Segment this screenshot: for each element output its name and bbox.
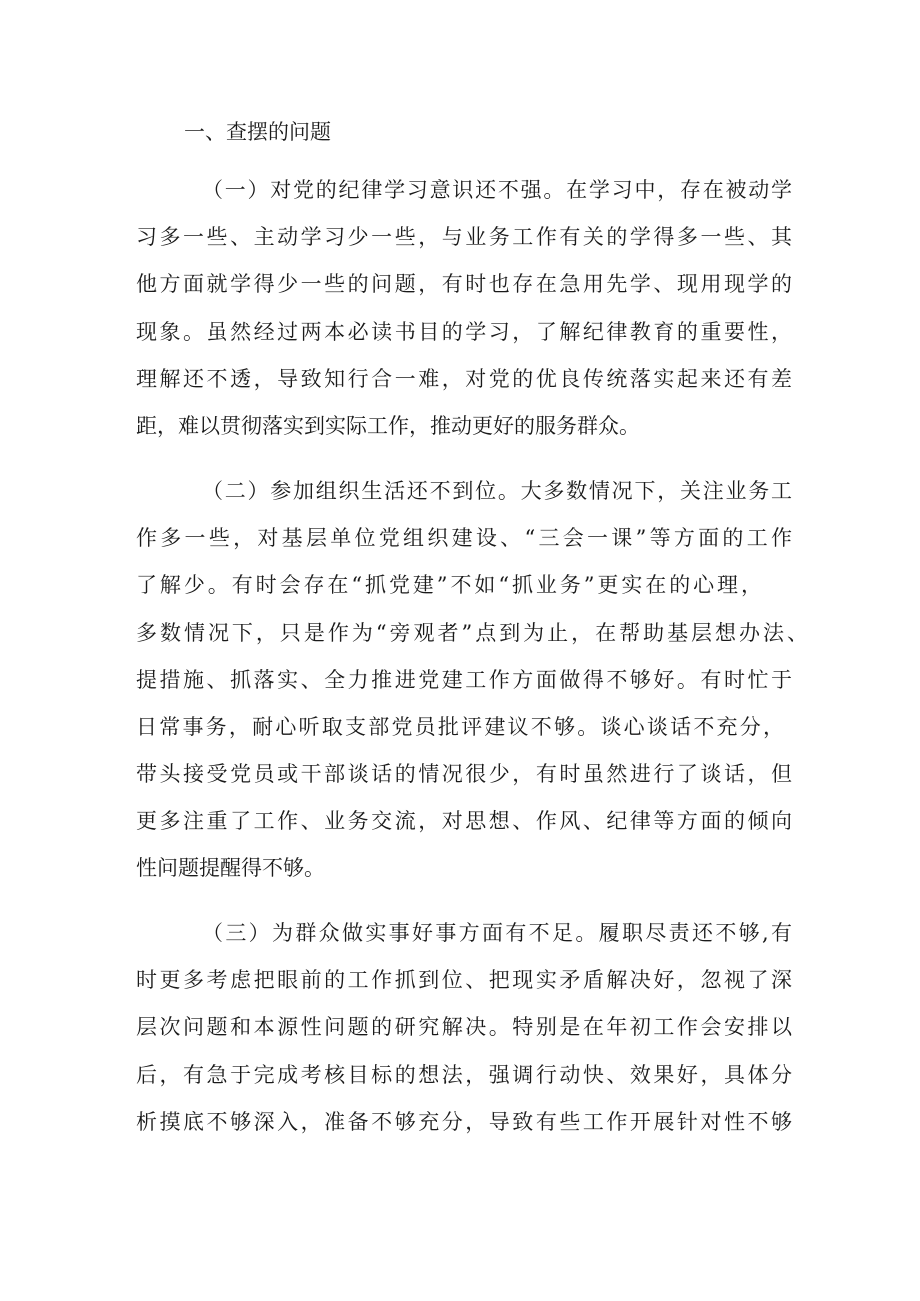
paragraph-3-line-4: 后，有急于完成考核目标的想法，强调行动快、效果好，具体分: [136, 1063, 792, 1087]
paragraph-2-line-5: 提措施、抓落实、全力推进党建工作方面做得不够好。有时忙于: [136, 668, 792, 692]
paragraph-1-line-3: 他方面就学得少一些的问题，有时也存在急用先学、现用现学的: [136, 272, 792, 296]
paragraph-3-line-3: 层次问题和本源性问题的研究解决。特别是在年初工作会安排以: [136, 1015, 792, 1039]
paragraph-3-line-2: 时更多考虑把眼前的工作抓到位、把现实矛盾解决好，忽视了深: [136, 968, 792, 992]
paragraph-2-line-8: 更多注重了工作、业务交流，对思想、作风、纪律等方面的倾向: [136, 809, 792, 833]
paragraph-2-line-2: 作多一些，对基层单位党组织建设、“三会一课”等方面的工作: [136, 526, 792, 550]
paragraph-2-line-7: 带头接受党员或干部谈话的情况很少，有时虽然进行了谈话，但: [136, 762, 792, 786]
paragraph-2-line-6: 日常事务，耐心听取支部党员批评建议不够。谈心谈话不充分，: [136, 715, 784, 739]
paragraph-2-line-9: 性问题提醒得不够。: [136, 856, 325, 880]
paragraph-3-line-1: （三）为群众做实事好事方面有不足。履职尽责还不够,有: [202, 921, 792, 945]
paragraph-1-line-2: 习多一些、主动学习少一些，与业务工作有关的学得多一些、其: [136, 225, 792, 249]
section-heading: 一、查摆的问题: [184, 120, 331, 144]
paragraph-1-line-1: （一）对党的纪律学习意识还不强。在学习中，存在被动学: [202, 178, 792, 202]
paragraph-1-line-5: 理解还不透，导致知行合一难，对党的优良传统落实起来还有差: [136, 367, 792, 391]
paragraph-2-line-1: （二）参加组织生活还不到位。大多数情况下，关注业务工: [202, 479, 792, 503]
paragraph-1-line-4: 现象。虽然经过两本必读书目的学习，了解纪律教育的重要性，: [136, 320, 792, 344]
paragraph-1-line-6: 距，难以贯彻落实到实际工作，推动更好的服务群众。: [136, 414, 640, 438]
paragraph-2-line-4: 多数情况下，只是作为“旁观者”点到为止，在帮助基层想办法、: [136, 621, 808, 645]
paragraph-3-line-5: 析摸底不够深入，准备不够充分，导致有些工作开展针对性不够: [136, 1110, 792, 1134]
paragraph-2-line-3: 了解少。有时会存在“抓党建”不如“抓业务”更实在的心理，: [136, 573, 762, 597]
